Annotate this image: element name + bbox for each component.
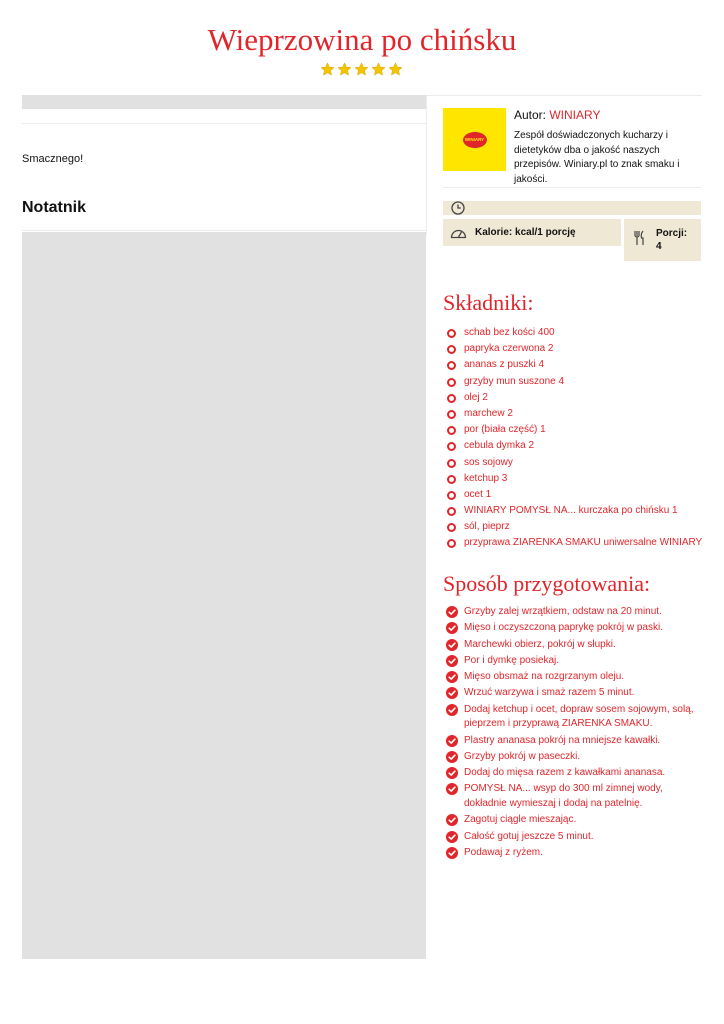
step-text: Dodaj ketchup i ocet, dopraw sosem sojowym, solą, pieprzem i przyprawą ZIARENKA SMAKU. — [464, 703, 694, 730]
notes-heading: Notatnik — [22, 199, 86, 216]
step-item — [446, 813, 701, 828]
check-circle-icon — [446, 735, 458, 747]
ingredient-text: cebula dymka 2 — [464, 440, 535, 452]
bullet-icon — [447, 361, 456, 370]
step-text: Marchewki obierz, pokrój w słupki. — [464, 638, 616, 650]
divider — [443, 187, 701, 188]
step-text: Podawaj z ryżem. — [464, 846, 543, 858]
ingredient-item — [446, 439, 702, 455]
step-item — [446, 830, 701, 845]
bullet-icon — [447, 329, 456, 338]
bullet-icon — [447, 426, 456, 435]
ingredient-text: grzyby mun suszone 4 — [464, 375, 565, 387]
servings-label: Porcji: — [656, 228, 688, 239]
author-description: Zespół doświadczonych kucharzy i dietetyków dba o jakość naszych przepisów. Winiary.pl to znak smaku i jakości. — [514, 130, 680, 185]
author-name[interactable]: WINIARY — [549, 108, 601, 122]
ingredient-text: marchew 2 — [464, 407, 513, 419]
bullet-icon — [447, 507, 456, 516]
author-label: Autor: — [514, 108, 547, 122]
step-item — [446, 766, 701, 781]
ingredient-text: olej 2 — [464, 391, 488, 403]
ingredient-item — [446, 391, 702, 407]
ingredient-item — [446, 520, 702, 536]
check-circle-icon — [446, 831, 458, 843]
step-item — [446, 638, 701, 653]
logo-oval — [463, 132, 487, 148]
calories-label: Kalorie: kcal/1 porcję — [475, 227, 576, 238]
check-circle-icon — [446, 767, 458, 779]
recipe-title: Wieprzowina po chińsku — [207, 22, 517, 57]
step-item — [446, 782, 701, 811]
step-text: Grzyby pokrój w paseczki. — [464, 750, 581, 762]
steps-heading: Sposób przygotowania: — [443, 571, 651, 596]
ingredient-item — [446, 326, 702, 342]
check-circle-icon — [446, 783, 458, 795]
bullet-icon — [447, 442, 456, 451]
step-item — [446, 605, 701, 620]
closing-text: Smacznego! — [22, 153, 84, 165]
check-circle-icon — [446, 655, 458, 667]
check-circle-icon — [446, 687, 458, 699]
bullet-icon — [447, 491, 456, 500]
servings-value: 4 — [656, 241, 662, 252]
time-box — [443, 201, 701, 215]
check-circle-icon — [446, 639, 458, 651]
ingredient-item — [446, 407, 702, 423]
ingredient-item — [446, 472, 702, 488]
ingredient-text: schab bez kości 400 — [464, 327, 555, 338]
star-icon — [320, 62, 335, 77]
step-text: Zagotuj ciągle mieszając. — [464, 814, 577, 826]
step-item — [446, 734, 701, 749]
author-line — [514, 108, 600, 122]
check-circle-icon — [446, 847, 458, 859]
gauge-icon — [450, 226, 467, 239]
star-icon — [337, 62, 352, 77]
step-item — [446, 670, 701, 685]
ingredient-item — [446, 456, 702, 472]
ingredient-item — [446, 488, 702, 504]
star-icon — [388, 62, 403, 77]
step-text: Mięso i oczyszczoną paprykę pokrój w paski. — [464, 622, 663, 634]
cutlery-icon — [633, 230, 645, 246]
clock-icon — [450, 200, 466, 216]
bullet-icon — [447, 475, 456, 484]
check-circle-icon — [446, 671, 458, 683]
ingredient-item — [446, 358, 702, 374]
rating-stars — [320, 62, 403, 77]
step-text: Por i dymkę posiekaj. — [464, 654, 560, 666]
check-circle-icon — [446, 751, 458, 763]
ingredient-text: przyprawa ZIARENKA SMAKU uniwersalne WINIARY — [464, 537, 703, 549]
step-item — [446, 654, 701, 669]
ingredient-text: ketchup 3 — [464, 472, 508, 484]
step-text: Wrzuć warzywa i smaż razem 5 minut. — [464, 687, 635, 699]
divider — [22, 230, 426, 231]
bullet-icon — [447, 523, 456, 532]
step-text: POMYSŁ NA... wsyp do 300 ml zimnej wody, dokładnie wymieszaj i dodaj na patelnię. — [464, 783, 663, 809]
step-item — [446, 846, 701, 861]
column-divider — [426, 95, 427, 235]
ingredient-text: por (biała część) 1 — [464, 424, 546, 436]
bullet-icon — [447, 539, 456, 548]
step-text: Mięso obsmaż na rozgrzanym oleju. — [464, 671, 625, 683]
check-circle-icon — [446, 622, 458, 634]
step-item — [446, 686, 701, 701]
check-circle-icon — [446, 814, 458, 826]
step-text: Dodaj do mięsa razem z kawałkami ananasa. — [464, 767, 666, 779]
step-text: Grzyby zalej wrzątkiem, odstaw na 20 minut. — [464, 606, 662, 617]
step-item — [446, 703, 701, 732]
top-placeholder-bar — [22, 95, 426, 109]
step-item — [446, 750, 701, 765]
winiary-logo — [443, 108, 506, 171]
ingredient-text: WINIARY POMYSŁ NA... kurczaka po chińsku 1 — [464, 505, 678, 517]
ingredient-item — [446, 423, 702, 439]
ingredients-list — [446, 326, 702, 553]
ingredients-heading: Składniki: — [443, 290, 534, 315]
bullet-icon — [447, 459, 456, 468]
ingredient-item — [446, 375, 702, 391]
ingredient-text: sól, pieprz — [464, 521, 510, 533]
check-circle-icon — [446, 606, 458, 618]
bullet-icon — [447, 394, 456, 403]
ingredient-text: sos sojowy — [464, 456, 513, 468]
logo-text: WINIARY — [464, 137, 485, 142]
ingredient-item — [446, 504, 702, 520]
star-icon — [371, 62, 386, 77]
ingredient-item — [446, 342, 702, 358]
check-circle-icon — [446, 704, 458, 716]
bullet-icon — [447, 410, 456, 419]
bullet-icon — [447, 345, 456, 354]
notes-area[interactable] — [22, 232, 426, 959]
divider — [426, 95, 702, 96]
servings — [656, 227, 687, 253]
star-icon — [354, 62, 369, 77]
step-text: Plastry ananasa pokrój na mniejsze kawałki. — [464, 734, 661, 746]
step-item — [446, 621, 701, 636]
ingredient-text: ananas z puszki 4 — [464, 359, 545, 371]
ingredient-text: ocet 1 — [464, 488, 492, 500]
bullet-icon — [447, 378, 456, 387]
left-column — [22, 95, 426, 109]
divider — [22, 123, 426, 124]
steps-list — [446, 605, 701, 862]
ingredient-text: papryka czerwona 2 — [464, 343, 554, 355]
ingredient-item — [446, 536, 702, 552]
step-text: Całość gotuj jeszcze 5 minut. — [464, 830, 594, 842]
